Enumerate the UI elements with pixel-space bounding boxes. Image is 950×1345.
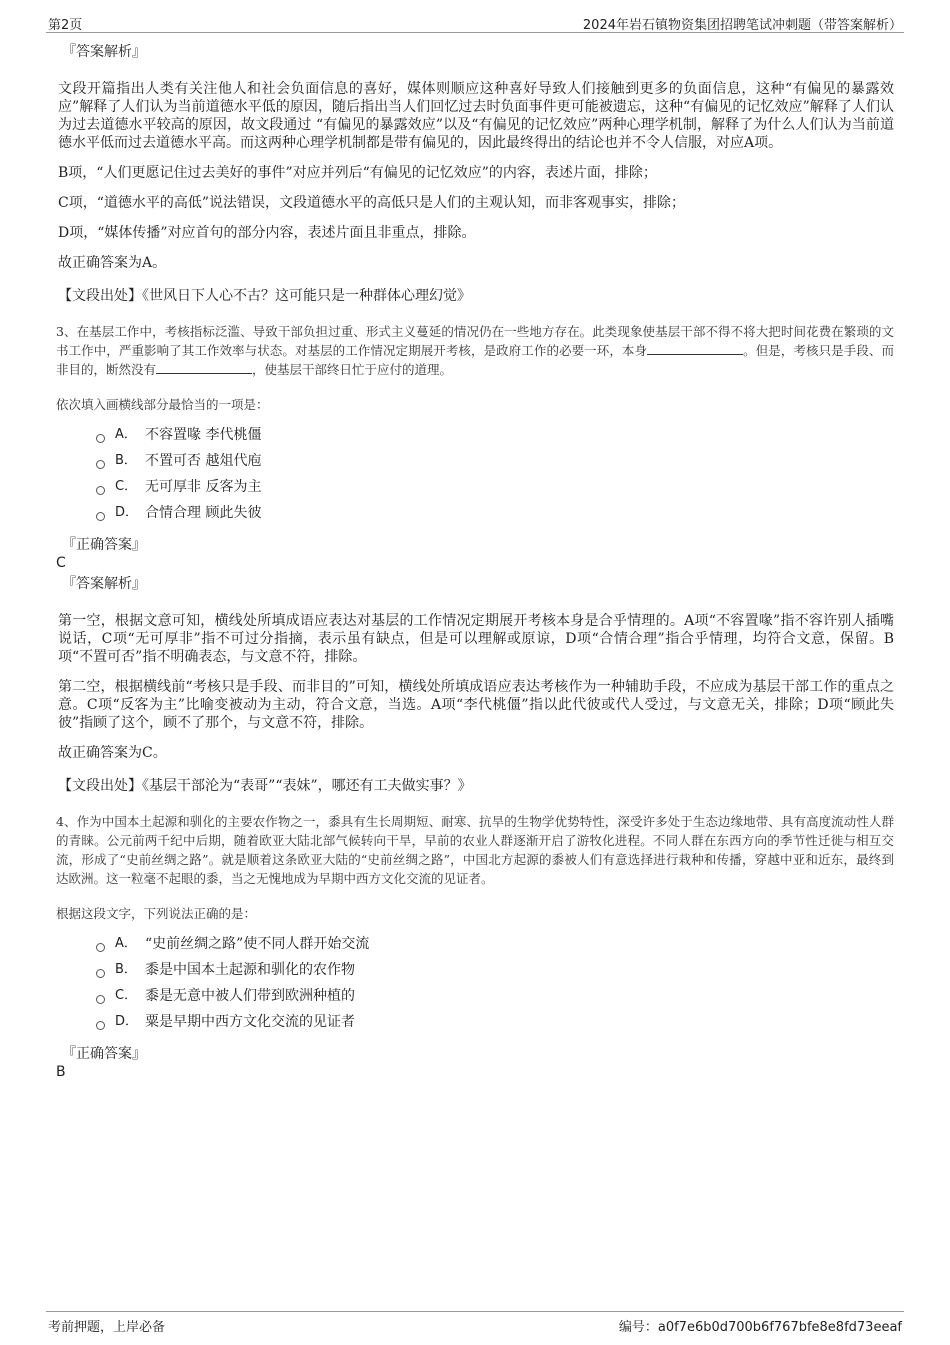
page-footer — [46, 1311, 904, 1336]
q4-answer: B — [56, 1064, 66, 1080]
radio-icon[interactable] — [96, 486, 105, 495]
radio-icon[interactable] — [96, 512, 105, 521]
q2-source: 【文段出处】《世风日下人心不古？这可能只是一种群体心理幻觉》 — [58, 288, 471, 304]
document-body — [56, 42, 894, 1081]
q3-source: 【文段出处】《基层干部沦为“表哥”“表妹”，哪还有工夫做实事？》 — [58, 778, 472, 794]
q2-analysis-paragraph: B项，“人们更愿记住过去美好的事件”对应并列后“有偏见的记忆效应”的内容，表述片面，排除； — [58, 165, 657, 181]
blank-line — [156, 361, 252, 374]
q4-option-b[interactable]: B． 黍是中国本土起源和驯化的农作物 — [96, 957, 894, 983]
q4-prompt: 根据这段文字，下列说法正确的是： — [56, 906, 257, 921]
q4-option-c[interactable]: C． 黍是无意中被人们带到欧洲种植的 — [96, 983, 894, 1009]
q3-analysis-label: 『答案解析』 — [62, 576, 146, 592]
q3-option-c[interactable]: C． 无可厚非 反客为主 — [96, 474, 894, 500]
q3-answer-label: 『正确答案』 — [62, 537, 146, 553]
q3-analysis-paragraph: 第二空，根据横线前“考核只是手段、而非目的”可知，横线处所填成语应表达考核作为一种辅助手段，不应成为基层干部工作的重点之意。C项“反客为主”比喻变被动为主动，符合文意，当选。A项“李代桃僵”指以此代彼或代人受过，与文意无关，排除；D项“顾此失彼”指顾了这个，顾不了那个，与文意不符，排除。 — [58, 679, 894, 731]
q3-analysis-paragraph: 第一空，根据文意可知，横线处所填成语应表达对基层的工作情况定期展开考核本身是合乎情理的。A项“不容置喙”指不容许别人插嘴说话，C项“无可厚非”指不可过分指摘，表示虽有缺点，但是可以理解或原谅，D项“合情合理”指合乎情理，均符合文意，保留。B项“不置可否”指不明确表态，与文意不符，排除。 — [58, 613, 894, 665]
q4-question-text: 4、作为中国本土起源和驯化的主要农作物之一，黍具有生长周期短、耐寒、抗旱的生物学优势特性，深受许多处于生态边缘地带、具有高度流动性人群的青睐。公元前两千纪中后期，随着欧亚大陆北部气候转向干旱，早前的农业人群逐渐开启了游牧化进程。不同人群在东西方向的季节性迁徙与相互交流，形成了“史前丝绸之路”。就是顺着这条欧亚大陆的“史前丝绸之路”，中国北方起源的黍被人们有意选择进行栽种和传播，穿越中亚和近东，最终到达欧洲。这一粒毫不起眼的黍，当之无愧地成为早期中西方文化交流的见证者。 — [56, 814, 894, 886]
blank-line — [647, 342, 743, 355]
q4-option-a[interactable]: A． “史前丝绸之路”使不同人群开始交流 — [96, 931, 894, 957]
q2-analysis-paragraph: C项，“道德水平的高低”说法错误，文段道德水平的高低只是人们的主观认知，而非客观事实，排除； — [58, 195, 686, 211]
q3-options — [96, 422, 894, 526]
q4-options — [96, 931, 894, 1035]
q2-analysis-paragraph: D项，“媒体传播”对应首句的部分内容，表述片面且非重点，排除。 — [58, 225, 476, 241]
q3-answer: C — [56, 555, 66, 571]
q4-answer-label: 『正确答案』 — [62, 1046, 146, 1062]
q4-option-d[interactable]: D． 粟是早期中西方文化交流的见证者 — [96, 1009, 894, 1035]
page-number: 第2页 — [48, 18, 83, 33]
page-header — [46, 12, 904, 33]
radio-icon[interactable] — [96, 969, 105, 978]
q2-analysis-label: 『答案解析』 — [62, 44, 146, 60]
document-title: 2024年岩石镇物资集团招聘笔试冲刺题（带答案解析） — [582, 18, 902, 33]
radio-icon[interactable] — [96, 995, 105, 1004]
q2-analysis-paragraph: 文段开篇指出人类有关注他人和社会负面信息的喜好，媒体则顺应这种喜好导致人们接触到更多的负面信息，这种“有偏见的暴露效应”解释了人们认为当前道德水平低的原因，随后指出当人们回忆过去时负面事件更可能被遗忘，这种“有偏见的记忆效应”解释了人们认为过去道德水平较高的原因，故文段通过 “有偏见的暴露效应”以及“有偏见的记忆效应”两种心理学机制，解释了为什么人们认为当前道德水平低而过去道德水平高。而这两种心理学机制都是带有偏见的，因此最终得出的结论也并不令人信服，对应A项。 — [58, 81, 894, 151]
q3-option-d[interactable]: D． 合情合理 顾此失彼 — [96, 500, 894, 526]
radio-icon[interactable] — [96, 943, 105, 952]
q3-question-text: 3、在基层工作中，考核指标泛滥、导致干部负担过重、形式主义蔓延的情况仍在一些地方存在。此类现象使基层干部不得不将大把时间花费在繁琐的文书工作中，严重影响了其工作效率与状态。对基层的工作情况定期展开考核，是政府工作的必要一环，本身 。但是，考核只是手段、而非目的，断然没有 ，使基层干部终日忙于应付的道理。 — [56, 324, 894, 377]
document-code: 编号：a0f7e6b0d700b6f767bfe8e8fd73eeaf — [618, 1320, 902, 1335]
q3-prompt: 依次填入画横线部分最恰当的一项是： — [56, 397, 269, 412]
q3-option-b[interactable]: B． 不置可否 越俎代庖 — [96, 448, 894, 474]
q3-conclusion: 故正确答案为C。 — [58, 745, 167, 761]
footer-slogan: 考前押题，上岸必备 — [48, 1320, 166, 1335]
radio-icon[interactable] — [96, 1021, 105, 1030]
q2-conclusion: 故正确答案为A。 — [58, 255, 167, 271]
radio-icon[interactable] — [96, 434, 105, 443]
radio-icon[interactable] — [96, 460, 105, 469]
q3-option-a[interactable]: A． 不容置喙 李代桃僵 — [96, 422, 894, 448]
